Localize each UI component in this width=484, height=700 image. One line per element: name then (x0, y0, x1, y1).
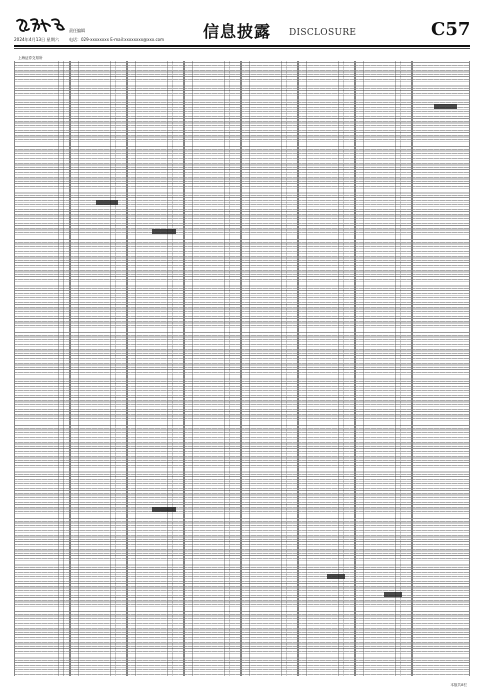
fine-print-text (71, 61, 126, 676)
dense-text-block (152, 229, 176, 234)
disclosure-column-3 (127, 61, 184, 676)
publication-date: 2024年4月13日 星期六 (14, 37, 60, 42)
disclosure-content (14, 52, 470, 684)
dense-text-block (96, 200, 118, 205)
fine-print-text (356, 61, 411, 676)
dense-text-block (434, 104, 457, 109)
masthead (0, 0, 484, 50)
fine-print-text (185, 61, 240, 676)
section-title-english: DISCLOSURE (289, 28, 357, 38)
newspaper-logo (14, 16, 66, 34)
dense-text-block (327, 574, 345, 579)
header-rule (14, 45, 470, 47)
disclosure-column-1 (14, 61, 70, 676)
disclosure-column-4 (184, 61, 241, 676)
table-heading: 上海证券交易所 (18, 56, 43, 60)
dense-text-block (152, 507, 176, 512)
disclosure-column-5 (241, 61, 298, 676)
disclosure-column-7 (355, 61, 412, 676)
fine-print-text (242, 61, 297, 676)
contact-info: 电话：029-xxxxxxxx E-mail:xxxxxxxx@xxx.com (69, 37, 165, 42)
fine-print-text (299, 61, 354, 676)
disclosure-column-2 (70, 61, 127, 676)
page-number: C57 (431, 19, 471, 40)
disclosure-column-6 (298, 61, 355, 676)
paper-meta: 责任编辑 (69, 28, 85, 33)
header-rule-thin (14, 48, 470, 49)
footer-note: 本版共8栏 (450, 683, 467, 687)
fine-print-text (128, 61, 183, 676)
fine-print-text (413, 61, 469, 676)
dense-text-block (384, 592, 402, 597)
disclosure-column-8 (412, 61, 470, 676)
section-title: 信息披露 (203, 22, 272, 41)
fine-print-text (15, 61, 69, 676)
